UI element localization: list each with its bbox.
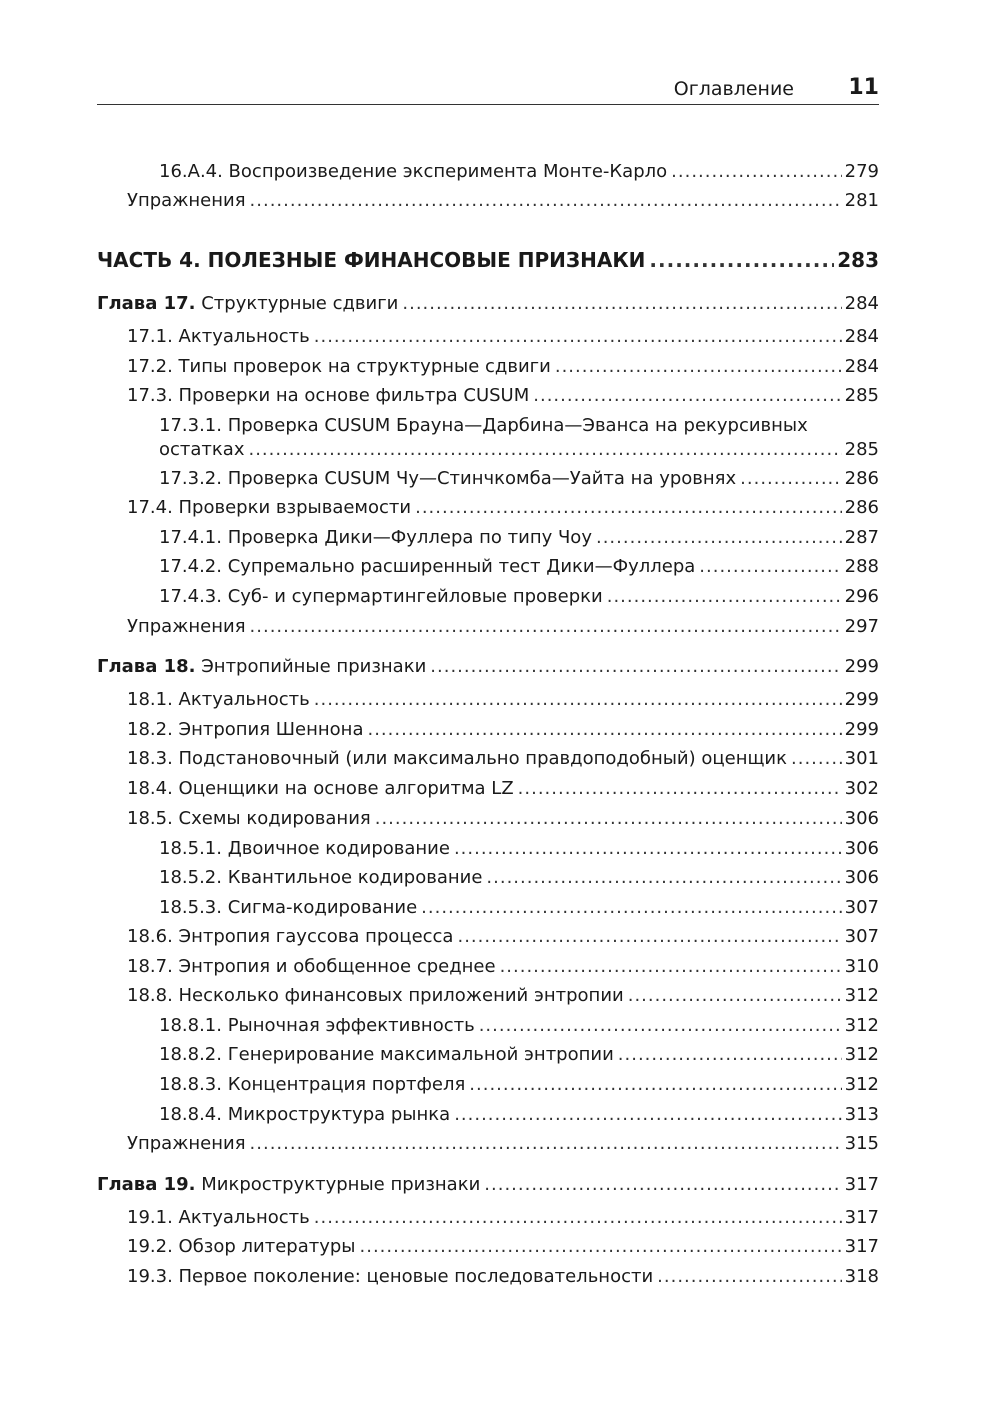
toc-entry: 18.3. Подстановочный (или максимально правдоподобный) оценщик ..... 301 (97, 748, 879, 770)
toc-entry: 17.1. Актуальность ..... 284 (97, 326, 879, 348)
toc-entry: 18.7. Энтропия и обобщенное среднее ..... 310 (97, 956, 879, 978)
toc-entry: Упражнения ..... 281 (97, 190, 879, 212)
toc-entry: 18.8.4. Микроструктура рынка ..... 313 (97, 1104, 879, 1126)
toc-entry-line1: 17.3.1. Проверка CUSUM Брауна—Дарбина—Эванса на рекурсивных (159, 415, 808, 436)
toc-chapter: Глава 19. Микроструктурные признаки ..... 317 (97, 1174, 879, 1196)
toc-entry: 18.8.3. Концентрация портфеля ..... 312 (97, 1074, 879, 1096)
toc-entry: 17.4.1. Проверка Дики—Фуллера по типу Чоу ..... 287 (97, 527, 879, 549)
toc-entry: 16.А.4. Воспроизведение эксперимента Монте-Карло ..... 279 (97, 161, 879, 183)
toc-entry: 18.8. Несколько финансовых приложений энтропии ..... 312 (97, 985, 879, 1007)
chapter-label: Глава 17. (97, 293, 196, 314)
toc-entry: Упражнения ..... 297 (97, 616, 879, 638)
toc-part-heading: ЧАСТЬ 4. ПОЛЕЗНЫЕ ФИНАНСОВЫЕ ПРИЗНАКИ ..... 283 (97, 249, 879, 271)
toc-entry: 18.5.1. Двоичное кодирование ..... 306 (97, 838, 879, 860)
toc-entry: 18.8.1. Рыночная эффективность ..... 312 (97, 1015, 879, 1037)
toc-entry: 17.3. Проверки на основе фильтра CUSUM ..... 285 (97, 385, 879, 407)
toc-entry: 18.2. Энтропия Шеннона ..... 299 (97, 719, 879, 741)
toc-entry: остатках ..... 285 (97, 439, 879, 461)
toc-entry: 17.2. Типы проверок на структурные сдвиги ..... 284 (97, 356, 879, 378)
toc-chapter: Глава 18. Энтропийные признаки ..... 299 (97, 656, 879, 678)
book-page (97, 0, 879, 1413)
toc-entry: 17.4. Проверки взрываемости ..... 286 (97, 497, 879, 519)
toc-entry: 18.8.2. Генерирование максимальной энтропии ..... 312 (97, 1044, 879, 1066)
toc-chapter: Глава 17. Структурные сдвиги ..... 284 (97, 293, 879, 315)
running-header (97, 74, 879, 105)
toc-entry: 19.1. Актуальность ..... 317 (97, 1207, 879, 1229)
toc-entry: 17.4.3. Суб- и супермартингейловые проверки ..... 296 (97, 586, 879, 608)
toc-entry: 18.5.3. Сигма-кодирование ..... 307 (97, 897, 879, 919)
toc-entry: 18.5.2. Квантильное кодирование ..... 306 (97, 867, 879, 889)
toc-entry: Упражнения ..... 315 (97, 1133, 879, 1155)
toc-entry: 18.5. Схемы кодирования ..... 306 (97, 808, 879, 830)
page-number: 11 (848, 75, 879, 100)
toc-entry: 19.2. Обзор литературы ..... 317 (97, 1236, 879, 1258)
toc-entry: 18.6. Энтропия гауссова процесса ..... 307 (97, 926, 879, 948)
toc-entry: 19.3. Первое поколение: ценовые последовательности ..... 318 (97, 1266, 879, 1288)
toc-entry: 18.4. Оценщики на основе алгоритма LZ ..... 302 (97, 778, 879, 800)
toc-entry: 17.4.2. Супремально расширенный тест Дики—Фуллера ..... 288 (97, 556, 879, 578)
chapter-label: Глава 19. (97, 1174, 196, 1195)
toc-entry: 18.1. Актуальность ..... 299 (97, 689, 879, 711)
chapter-label: Глава 18. (97, 656, 196, 677)
toc-entry: 17.3.2. Проверка CUSUM Чу—Стинчкомба—Уайта на уровнях ..... 286 (97, 468, 879, 490)
header-title: Оглавление (673, 78, 794, 100)
